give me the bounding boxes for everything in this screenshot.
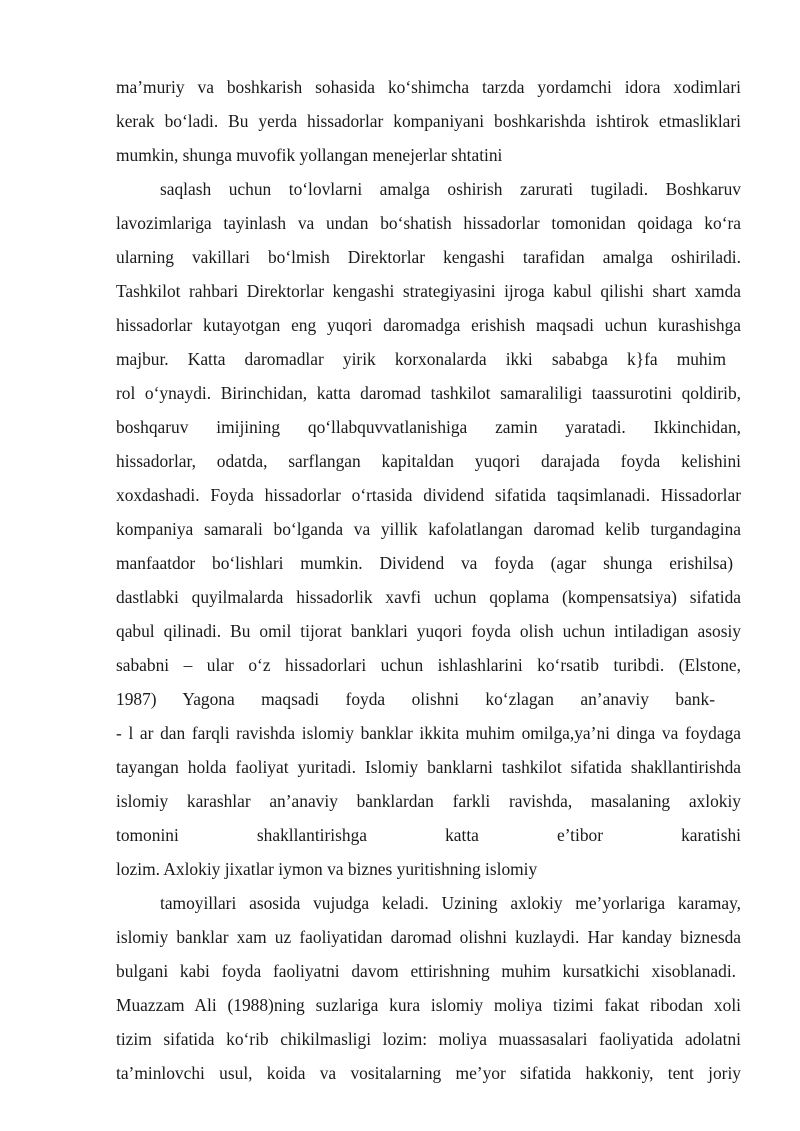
text-line: rol o‘ynaydi. Birinchidan, katta daromad tashkilot samaraliligi taassurotini qoldirib, <box>116 383 741 403</box>
text-line: xoxdashadi. Foyda hissadorlar o‘rtasida dividend sifatida taqsimlanadi. Hissadorlar <box>116 485 741 505</box>
text-line: majbur. Katta daromadlar yirik korxonalarda ikki sababga k}fa muhim <box>116 349 726 369</box>
text-line: tizim sifatida ko‘rib chikilmasligi lozim: moliya muassasalari faoliyatida adolatni <box>116 1029 741 1049</box>
text-line: dastlabki quyilmalarda hissadorlik xavfi uchun qoplama (kompensatsiya) sifatida <box>116 587 741 607</box>
text-line: saqlash uchun to‘lovlarni amalga oshirish zarurati tugiladi. Boshkaruv <box>160 179 741 199</box>
text-line: bulgani kabi foyda faoliyatni davom ettirishning muhim kursatkichi xisoblanadi. <box>116 961 736 981</box>
text-line: - l ar dan farqli ravishda islomiy banklar ikkita muhim omilga,ya’ni dinga va foydaga <box>116 723 741 743</box>
text-line: lozim. Axlokiy jixatlar iymon va biznes yuritishning islomiy <box>116 859 538 879</box>
text-line: tayangan holda faoliyat yuritadi. Islomiy banklarni tashkilot sifatida shakllantirishda <box>116 757 741 777</box>
text-line: ma’muriy va boshkarish sohasida ko‘shimcha tarzda yordamchi idora xodimlari <box>116 77 741 97</box>
text-line: hissadorlar kutayotgan eng yuqori daromadga erishish maqsadi uchun kurashishga <box>116 315 741 335</box>
text-line: hissadorlar, odatda, sarflangan kapitaldan yuqori darajada foyda kelishini <box>116 451 741 471</box>
text-line: ularning vakillari bo‘lmish Direktorlar kengashi tarafidan amalga oshiriladi. <box>116 247 741 267</box>
text-line: 1987) Yagona maqsadi foyda olishni ko‘zlagan an’anaviy bank- <box>116 689 715 709</box>
text-line: manfaatdor bo‘lishlari mumkin. Dividend va foyda (agar shunga erishilsa) <box>116 553 733 573</box>
text-line: islomiy banklar xam uz faoliyatidan daromad olishni kuzlaydi. Har kanday biznesda <box>116 927 741 947</box>
text-line: Muazzam Ali (1988)ning suzlariga kura islomiy moliya tizimi fakat ribodan xoli <box>116 995 741 1015</box>
text-line: sababni – ular o‘z hissadorlari uchun ishlashlarini ko‘rsatib turibdi. (Elstone, <box>116 655 741 675</box>
text-line: ta’minlovchi usul, koida va vositalarning me’yor sifatida hakkoniy, tent joriy <box>116 1063 741 1083</box>
text-line: tamoyillari asosida vujudga keladi. Uzining axlokiy me’yorlariga karamay, <box>160 893 741 913</box>
text-line: kerak bo‘ladi. Bu yerda hissadorlar kompaniyani boshkarishda ishtirok etmasliklari <box>116 111 741 131</box>
text-line: mumkin, shunga muvofik yollangan menejerlar shtatini <box>116 145 503 165</box>
text-line: tomonini shakllantirishga katta e’tibor karatishi <box>116 825 741 845</box>
text-line: boshqaruv imijining qo‘llabquvvatlanishiga zamin yaratadi. Ikkinchidan, <box>116 417 741 437</box>
text-line: Tashkilot rahbari Direktorlar kengashi strategiyasini ijroga kabul qilishi shart xamda <box>116 281 741 301</box>
text-line: qabul qilinadi. Bu omil tijorat banklari yuqori foyda olish uchun intiladigan asosiy <box>116 621 741 641</box>
text-line: lavozimlariga tayinlash va undan bo‘shatish hissadorlar tomonidan qoidaga ko‘ra <box>116 213 741 233</box>
text-line: kompaniya samarali bo‘lganda va yillik kafolatlangan daromad kelib turgandagina <box>116 519 741 539</box>
text-line: islomiy karashlar an’anaviy banklardan farkli ravishda, masalaning axlokiy <box>116 791 741 811</box>
